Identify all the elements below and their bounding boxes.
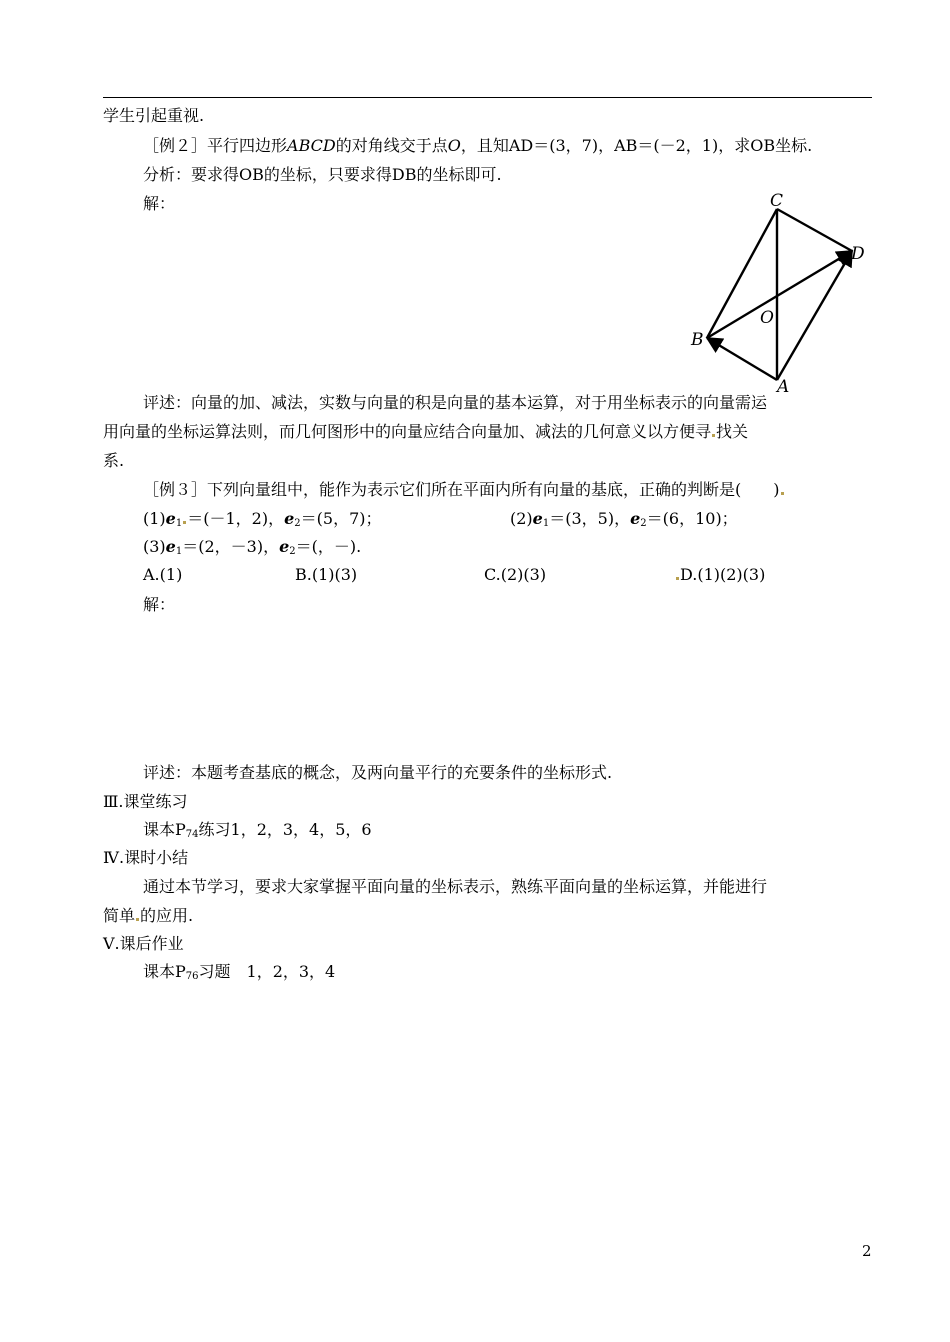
option-a: A.(1) [143,565,183,584]
label-b: B [691,330,704,350]
vector-bd [707,251,852,338]
vector-ab [707,338,777,380]
example-3-question: ［例３］下列向量组中，能作为表示它们所在平面内所有向量的基底，正确的判断是( ) [143,480,785,500]
label-a: A [777,377,790,395]
label-c: C [770,191,784,211]
section-5-heading: Ⅴ.课后作业 [103,934,184,953]
page-number: 2 [862,1242,872,1260]
example-3-pair-2: $(2)e_1=(3$，5)，$e_2=(6$，10)； [510,509,738,529]
section-4-body-1: 通过本节学习，要求大家掌握平面向量的坐标表示，熟练平面向量的坐标运算，并能进行 [143,877,768,896]
mark-dot [136,918,139,921]
example-2-comment-2: 用向量的坐标运算法则，而几何图形中的向量应结合向量加、减法的几何意义以方便寻 找关 [103,422,749,441]
option-b: B.(1)(3) [295,565,358,584]
example-2-comment-1: 评述：向量的加、减法，实数与向量的积是向量的基本运算，对于用坐标表示的向量需运 [143,393,768,412]
label-o: O [760,308,774,328]
example-3-comment: 评述：本题考查基底的概念，及两向量平行的充要条件的坐标形式. [143,763,613,782]
section-5-body: 课本$P_{76}$习题 1，2，3，4 [143,962,336,982]
mark-dot [676,577,679,580]
example-2-solution-label: 解： [143,194,176,213]
example-2-analysis: 分析：要求得OB的坐标，只要求得DB的坐标即可. [143,165,502,184]
example-3-solution-label: 解： [143,595,176,614]
example-3-options [143,565,843,585]
section-4-body-2: 简单 的应用. [103,906,194,925]
parallelogram-figure [688,190,872,395]
example-3-pair-3: $(3)e_1=(2$，－3)，$e_2=$(，－). [143,537,362,557]
vector-ad [777,251,852,380]
mark-dot [183,521,186,524]
option-d: D.(1)(2)(3) [675,565,765,585]
example-3-pair-1: $(1)e_1 =(-1$，2)，$e_2=(5$，7)； [143,509,382,529]
header-rule [103,97,872,98]
section-3-heading: Ⅲ.课堂练习 [103,792,188,811]
mark-dot [781,492,784,495]
section-3-body: 课本$P_{74}$练习1，2，3，4，5，6 [143,820,372,840]
label-d: D [851,244,865,264]
example-2-statement: ［例２］平行四边形ABCD的对角线交于点O，且知AD＝(3，7)，AB＝(－2，1)，求OB坐标. [143,136,813,155]
side-cd [777,209,852,251]
mark-dot [712,434,715,437]
option-c: C.(2)(3) [484,565,547,584]
example-2-comment-3: 系. [103,451,125,470]
continued-line: 学生引起重视. [103,106,205,125]
section-4-heading: Ⅳ.课时小结 [103,848,189,867]
